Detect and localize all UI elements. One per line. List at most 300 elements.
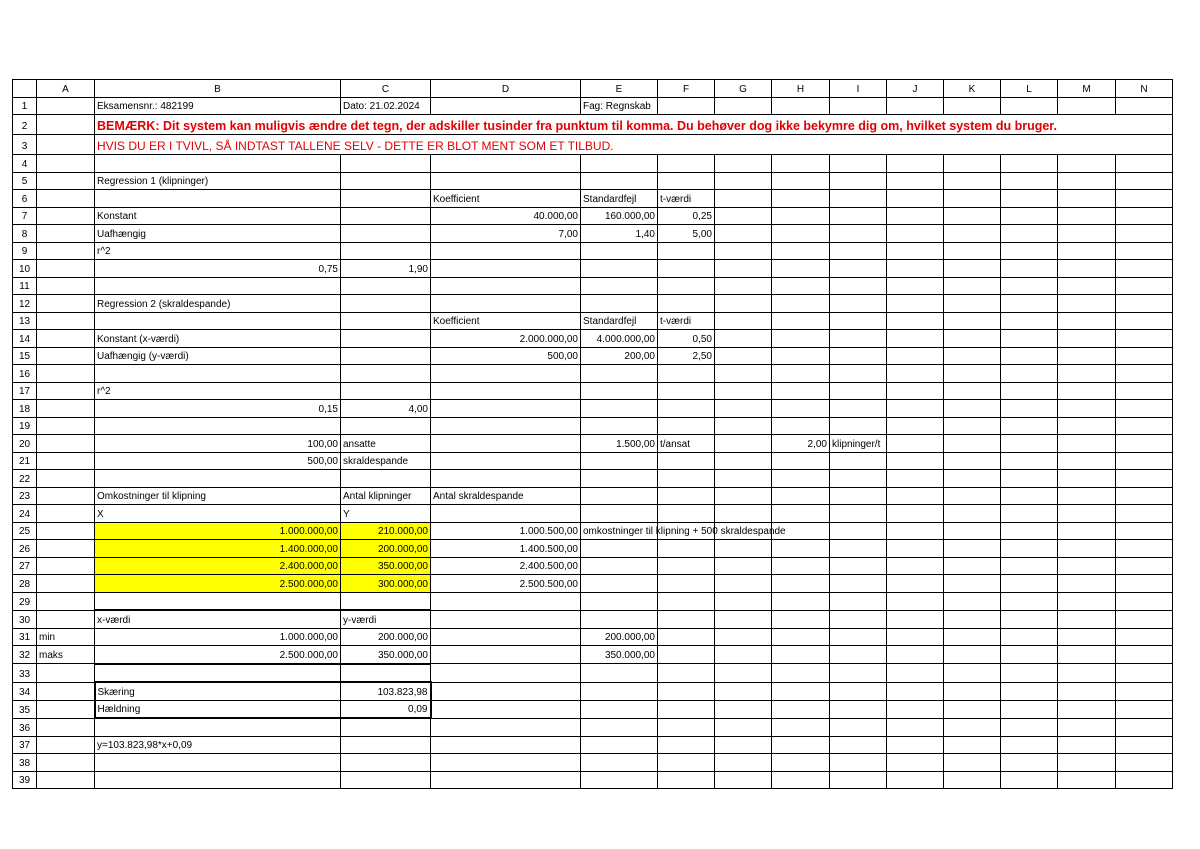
cell-d34[interactable]	[431, 682, 581, 700]
cell-i24[interactable]	[830, 505, 887, 523]
cell-l30[interactable]	[1001, 610, 1058, 628]
cell-l11[interactable]	[1001, 277, 1058, 295]
cell-m16[interactable]	[1058, 365, 1116, 383]
row-header-9[interactable]: 9	[13, 242, 37, 260]
cell-b21[interactable]: 500,00	[95, 452, 341, 470]
cell-a19[interactable]	[37, 417, 95, 435]
column-header-b[interactable]: B	[95, 80, 341, 98]
cell-c13[interactable]	[341, 312, 431, 330]
cell-e8[interactable]: 1,40	[581, 225, 658, 243]
cell-k35[interactable]	[944, 700, 1001, 718]
cell-m11[interactable]	[1058, 277, 1116, 295]
cell-g34[interactable]	[715, 682, 772, 700]
cell-g18[interactable]	[715, 400, 772, 418]
cell-d19[interactable]	[431, 417, 581, 435]
row-header-3[interactable]: 3	[13, 135, 37, 155]
row-header-4[interactable]: 4	[13, 155, 37, 173]
cell-b32[interactable]: 2.500.000,00	[95, 646, 341, 664]
cell-k34[interactable]	[944, 682, 1001, 700]
row-header-21[interactable]: 21	[13, 452, 37, 470]
cell-a10[interactable]	[37, 260, 95, 278]
cell-g20[interactable]	[715, 435, 772, 453]
cell-e26[interactable]	[581, 540, 658, 558]
cell-j7[interactable]	[887, 207, 944, 225]
cell-i16[interactable]	[830, 365, 887, 383]
cell-m19[interactable]	[1058, 417, 1116, 435]
cell-n23[interactable]	[1116, 487, 1173, 505]
cell-c11[interactable]	[341, 277, 431, 295]
cell-b13[interactable]	[95, 312, 341, 330]
cell-c38[interactable]	[341, 754, 431, 772]
cell-d10[interactable]	[431, 260, 581, 278]
cell-f10[interactable]	[658, 260, 715, 278]
row-header-7[interactable]: 7	[13, 207, 37, 225]
cell-e15[interactable]: 200,00	[581, 347, 658, 365]
cell-d17[interactable]	[431, 382, 581, 400]
cell-a2[interactable]	[37, 115, 95, 135]
cell-b10[interactable]: 0,75	[95, 260, 341, 278]
cell-m33[interactable]	[1058, 664, 1116, 683]
cell-n33[interactable]	[1116, 664, 1173, 683]
cell-b4[interactable]	[95, 155, 341, 173]
cell-a8[interactable]	[37, 225, 95, 243]
cell-j25[interactable]	[887, 522, 944, 540]
cell-a35[interactable]	[37, 700, 95, 718]
cell-f17[interactable]	[658, 382, 715, 400]
cell-n4[interactable]	[1116, 155, 1173, 173]
cell-f34[interactable]	[658, 682, 715, 700]
cell-m7[interactable]	[1058, 207, 1116, 225]
cell-m21[interactable]	[1058, 452, 1116, 470]
row-header-18[interactable]: 18	[13, 400, 37, 418]
row-header-24[interactable]: 24	[13, 505, 37, 523]
cell-g35[interactable]	[715, 700, 772, 718]
cell-d28[interactable]: 2.500.500,00	[431, 575, 581, 593]
cell-k14[interactable]	[944, 330, 1001, 348]
cell-d23[interactable]: Antal skraldespande	[431, 487, 581, 505]
cell-f32[interactable]	[658, 646, 715, 664]
cell-k20[interactable]	[944, 435, 1001, 453]
row-header-19[interactable]: 19	[13, 417, 37, 435]
cell-e22[interactable]	[581, 470, 658, 488]
column-header-d[interactable]: D	[431, 80, 581, 98]
cell-g36[interactable]	[715, 718, 772, 736]
cell-k8[interactable]	[944, 225, 1001, 243]
cell-d5[interactable]	[431, 172, 581, 190]
cell-f7[interactable]: 0,25	[658, 207, 715, 225]
cell-n13[interactable]	[1116, 312, 1173, 330]
cell-a6[interactable]	[37, 190, 95, 208]
cell-b34[interactable]: Skæring	[95, 682, 341, 700]
cell-i18[interactable]	[830, 400, 887, 418]
cell-h38[interactable]	[772, 754, 830, 772]
cell-n16[interactable]	[1116, 365, 1173, 383]
row-header-31[interactable]: 31	[13, 628, 37, 646]
row-header-32[interactable]: 32	[13, 646, 37, 664]
cell-k19[interactable]	[944, 417, 1001, 435]
cell-c12[interactable]	[341, 295, 431, 313]
cell-b16[interactable]	[95, 365, 341, 383]
column-header-k[interactable]: K	[944, 80, 1001, 98]
cell-l13[interactable]	[1001, 312, 1058, 330]
cell-j22[interactable]	[887, 470, 944, 488]
cell-a4[interactable]	[37, 155, 95, 173]
cell-f28[interactable]	[658, 575, 715, 593]
cell-l15[interactable]	[1001, 347, 1058, 365]
cell-d4[interactable]	[431, 155, 581, 173]
cell-m15[interactable]	[1058, 347, 1116, 365]
cell-h24[interactable]	[772, 505, 830, 523]
cell-m4[interactable]	[1058, 155, 1116, 173]
cell-j6[interactable]	[887, 190, 944, 208]
cell-a27[interactable]	[37, 557, 95, 575]
cell-k9[interactable]	[944, 242, 1001, 260]
row-header-6[interactable]: 6	[13, 190, 37, 208]
cell-n36[interactable]	[1116, 718, 1173, 736]
cell-m17[interactable]	[1058, 382, 1116, 400]
cell-k22[interactable]	[944, 470, 1001, 488]
cell-m10[interactable]	[1058, 260, 1116, 278]
cell-m25[interactable]	[1058, 522, 1116, 540]
cell-h4[interactable]	[772, 155, 830, 173]
cell-d25[interactable]: 1.000.500,00	[431, 522, 581, 540]
cell-b1[interactable]: Eksamensnr.: 482199	[95, 97, 341, 115]
cell-b31[interactable]: 1.000.000,00	[95, 628, 341, 646]
cell-j37[interactable]	[887, 736, 944, 754]
cell-e14[interactable]: 4.000.000,00	[581, 330, 658, 348]
row-header-20[interactable]: 20	[13, 435, 37, 453]
cell-e39[interactable]	[581, 771, 658, 789]
cell-a13[interactable]	[37, 312, 95, 330]
cell-n39[interactable]	[1116, 771, 1173, 789]
row-header-16[interactable]: 16	[13, 365, 37, 383]
cell-k29[interactable]	[944, 592, 1001, 610]
cell-l6[interactable]	[1001, 190, 1058, 208]
cell-k4[interactable]	[944, 155, 1001, 173]
cell-h32[interactable]	[772, 646, 830, 664]
cell-m13[interactable]	[1058, 312, 1116, 330]
cell-j29[interactable]	[887, 592, 944, 610]
cell-i9[interactable]	[830, 242, 887, 260]
cell-g31[interactable]	[715, 628, 772, 646]
cell-l14[interactable]	[1001, 330, 1058, 348]
cell-h34[interactable]	[772, 682, 830, 700]
cell-b30[interactable]: x-værdi	[95, 610, 341, 628]
cell-a33[interactable]	[37, 664, 95, 683]
row-header-2[interactable]: 2	[13, 115, 37, 135]
cell-h39[interactable]	[772, 771, 830, 789]
cell-l17[interactable]	[1001, 382, 1058, 400]
cell-b36[interactable]	[95, 718, 341, 736]
cell-i37[interactable]	[830, 736, 887, 754]
cell-k7[interactable]	[944, 207, 1001, 225]
cell-m20[interactable]	[1058, 435, 1116, 453]
cell-f37[interactable]	[658, 736, 715, 754]
cell-f5[interactable]	[658, 172, 715, 190]
cell-e12[interactable]	[581, 295, 658, 313]
cell-c20[interactable]: ansatte	[341, 435, 431, 453]
cell-e23[interactable]	[581, 487, 658, 505]
cell-m31[interactable]	[1058, 628, 1116, 646]
cell-m9[interactable]	[1058, 242, 1116, 260]
cell-j10[interactable]	[887, 260, 944, 278]
cell-c19[interactable]	[341, 417, 431, 435]
cell-i29[interactable]	[830, 592, 887, 610]
cell-j32[interactable]	[887, 646, 944, 664]
cell-g33[interactable]	[715, 664, 772, 683]
cell-m32[interactable]	[1058, 646, 1116, 664]
cell-c30[interactable]: y-værdi	[341, 610, 431, 628]
cell-h36[interactable]	[772, 718, 830, 736]
cell-b33[interactable]	[95, 664, 341, 683]
cell-g38[interactable]	[715, 754, 772, 772]
cell-f16[interactable]	[658, 365, 715, 383]
cell-h31[interactable]	[772, 628, 830, 646]
cell-b7[interactable]: Konstant	[95, 207, 341, 225]
cell-g23[interactable]	[715, 487, 772, 505]
cell-g6[interactable]	[715, 190, 772, 208]
row-header-13[interactable]: 13	[13, 312, 37, 330]
cell-n12[interactable]	[1116, 295, 1173, 313]
cell-i38[interactable]	[830, 754, 887, 772]
row-header-26[interactable]: 26	[13, 540, 37, 558]
cell-g1[interactable]	[715, 97, 772, 115]
cell-c7[interactable]	[341, 207, 431, 225]
cell-g28[interactable]	[715, 575, 772, 593]
cell-a26[interactable]	[37, 540, 95, 558]
cell-a11[interactable]	[37, 277, 95, 295]
cell-f21[interactable]	[658, 452, 715, 470]
cell-g29[interactable]	[715, 592, 772, 610]
cell-h9[interactable]	[772, 242, 830, 260]
cell-c39[interactable]	[341, 771, 431, 789]
cell-j13[interactable]	[887, 312, 944, 330]
row-header-34[interactable]: 34	[13, 682, 37, 700]
cell-d20[interactable]	[431, 435, 581, 453]
cell-j26[interactable]	[887, 540, 944, 558]
cell-i27[interactable]	[830, 557, 887, 575]
cell-m23[interactable]	[1058, 487, 1116, 505]
cell-d33[interactable]	[431, 664, 581, 683]
cell-a14[interactable]	[37, 330, 95, 348]
cell-m12[interactable]	[1058, 295, 1116, 313]
cell-i26[interactable]	[830, 540, 887, 558]
cell-l10[interactable]	[1001, 260, 1058, 278]
cell-b2[interactable]: BEMÆRK: Dit system kan muligvis ændre det tegn, der adskiller tusinder fra punktum til komma. Du behøver dog ikke bekymre dig om, hvilket system du bruger.	[95, 115, 1173, 135]
cell-c24[interactable]: Y	[341, 505, 431, 523]
cell-j23[interactable]	[887, 487, 944, 505]
cell-l21[interactable]	[1001, 452, 1058, 470]
cell-i5[interactable]	[830, 172, 887, 190]
row-header-36[interactable]: 36	[13, 718, 37, 736]
cell-j24[interactable]	[887, 505, 944, 523]
cell-a16[interactable]	[37, 365, 95, 383]
cell-d18[interactable]	[431, 400, 581, 418]
cell-h21[interactable]	[772, 452, 830, 470]
cell-n31[interactable]	[1116, 628, 1173, 646]
cell-h7[interactable]	[772, 207, 830, 225]
cell-n22[interactable]	[1116, 470, 1173, 488]
cell-b29[interactable]	[95, 592, 341, 610]
cell-f23[interactable]	[658, 487, 715, 505]
column-header-f[interactable]: F	[658, 80, 715, 98]
column-header-i[interactable]: I	[830, 80, 887, 98]
cell-g4[interactable]	[715, 155, 772, 173]
cell-l25[interactable]	[1001, 522, 1058, 540]
cell-j8[interactable]	[887, 225, 944, 243]
cell-k37[interactable]	[944, 736, 1001, 754]
cell-m36[interactable]	[1058, 718, 1116, 736]
cell-g22[interactable]	[715, 470, 772, 488]
cell-h30[interactable]	[772, 610, 830, 628]
cell-b15[interactable]: Uafhængig (y-værdi)	[95, 347, 341, 365]
cell-h33[interactable]	[772, 664, 830, 683]
cell-i11[interactable]	[830, 277, 887, 295]
cell-i25[interactable]	[830, 522, 887, 540]
cell-l8[interactable]	[1001, 225, 1058, 243]
cell-d13[interactable]: Koefficient	[431, 312, 581, 330]
cell-l24[interactable]	[1001, 505, 1058, 523]
cell-b19[interactable]	[95, 417, 341, 435]
cell-g27[interactable]	[715, 557, 772, 575]
cell-g17[interactable]	[715, 382, 772, 400]
cell-e24[interactable]	[581, 505, 658, 523]
cell-e27[interactable]	[581, 557, 658, 575]
cell-c34[interactable]: 103.823,98	[341, 682, 431, 700]
cell-j20[interactable]	[887, 435, 944, 453]
cell-e31[interactable]: 200.000,00	[581, 628, 658, 646]
cell-a20[interactable]	[37, 435, 95, 453]
cell-j16[interactable]	[887, 365, 944, 383]
cell-a3[interactable]	[37, 135, 95, 155]
cell-c23[interactable]: Antal klipninger	[341, 487, 431, 505]
cell-h14[interactable]	[772, 330, 830, 348]
cell-b8[interactable]: Uafhængig	[95, 225, 341, 243]
cell-h35[interactable]	[772, 700, 830, 718]
cell-c14[interactable]	[341, 330, 431, 348]
cell-g10[interactable]	[715, 260, 772, 278]
cell-l5[interactable]	[1001, 172, 1058, 190]
cell-i28[interactable]	[830, 575, 887, 593]
cell-n25[interactable]	[1116, 522, 1173, 540]
cell-a25[interactable]	[37, 522, 95, 540]
column-header-c[interactable]: C	[341, 80, 431, 98]
cell-b17[interactable]: r^2	[95, 382, 341, 400]
cell-k26[interactable]	[944, 540, 1001, 558]
cell-d30[interactable]	[431, 610, 581, 628]
cell-n6[interactable]	[1116, 190, 1173, 208]
cell-l27[interactable]	[1001, 557, 1058, 575]
cell-n14[interactable]	[1116, 330, 1173, 348]
cell-n35[interactable]	[1116, 700, 1173, 718]
cell-e10[interactable]	[581, 260, 658, 278]
cell-c31[interactable]: 200.000,00	[341, 628, 431, 646]
cell-h28[interactable]	[772, 575, 830, 593]
cell-d36[interactable]	[431, 718, 581, 736]
cell-c33[interactable]	[341, 664, 431, 683]
cell-l23[interactable]	[1001, 487, 1058, 505]
cell-j31[interactable]	[887, 628, 944, 646]
cell-e32[interactable]: 350.000,00	[581, 646, 658, 664]
row-header-38[interactable]: 38	[13, 754, 37, 772]
cell-j1[interactable]	[887, 97, 944, 115]
cell-d21[interactable]	[431, 452, 581, 470]
cell-j34[interactable]	[887, 682, 944, 700]
cell-i12[interactable]	[830, 295, 887, 313]
cell-g9[interactable]	[715, 242, 772, 260]
cell-a36[interactable]	[37, 718, 95, 736]
cell-i20[interactable]: klipninger/t	[830, 435, 887, 453]
cell-n29[interactable]	[1116, 592, 1173, 610]
cell-j11[interactable]	[887, 277, 944, 295]
cell-l33[interactable]	[1001, 664, 1058, 683]
cell-n26[interactable]	[1116, 540, 1173, 558]
cell-n21[interactable]	[1116, 452, 1173, 470]
cell-j30[interactable]	[887, 610, 944, 628]
cell-l4[interactable]	[1001, 155, 1058, 173]
cell-n15[interactable]	[1116, 347, 1173, 365]
cell-a34[interactable]	[37, 682, 95, 700]
cell-c5[interactable]	[341, 172, 431, 190]
cell-a29[interactable]	[37, 592, 95, 610]
cell-h26[interactable]	[772, 540, 830, 558]
cell-e36[interactable]	[581, 718, 658, 736]
cell-k33[interactable]	[944, 664, 1001, 683]
cell-e5[interactable]	[581, 172, 658, 190]
cell-l31[interactable]	[1001, 628, 1058, 646]
cell-m38[interactable]	[1058, 754, 1116, 772]
row-header-33[interactable]: 33	[13, 664, 37, 683]
cell-b3[interactable]: HVIS DU ER I TVIVL, SÅ INDTAST TALLENE SELV - DETTE ER BLOT MENT SOM ET TILBUD.	[95, 135, 1173, 155]
cell-a9[interactable]	[37, 242, 95, 260]
cell-m22[interactable]	[1058, 470, 1116, 488]
cell-m5[interactable]	[1058, 172, 1116, 190]
cell-i39[interactable]	[830, 771, 887, 789]
cell-l22[interactable]	[1001, 470, 1058, 488]
cell-j27[interactable]	[887, 557, 944, 575]
cell-k27[interactable]	[944, 557, 1001, 575]
cell-b11[interactable]	[95, 277, 341, 295]
cell-g21[interactable]	[715, 452, 772, 470]
cell-c21[interactable]: skraldespande	[341, 452, 431, 470]
cell-k17[interactable]	[944, 382, 1001, 400]
cell-k21[interactable]	[944, 452, 1001, 470]
cell-k38[interactable]	[944, 754, 1001, 772]
cell-d35[interactable]	[431, 700, 581, 718]
cell-d37[interactable]	[431, 736, 581, 754]
cell-d27[interactable]: 2.400.500,00	[431, 557, 581, 575]
cell-l35[interactable]	[1001, 700, 1058, 718]
cell-c28[interactable]: 300.000,00	[341, 575, 431, 593]
cell-g30[interactable]	[715, 610, 772, 628]
cell-d11[interactable]	[431, 277, 581, 295]
row-header-35[interactable]: 35	[13, 700, 37, 718]
cell-d29[interactable]	[431, 592, 581, 610]
cell-b9[interactable]: r^2	[95, 242, 341, 260]
cell-g39[interactable]	[715, 771, 772, 789]
cell-m30[interactable]	[1058, 610, 1116, 628]
cell-g5[interactable]	[715, 172, 772, 190]
cell-f13[interactable]: t-værdi	[658, 312, 715, 330]
cell-m35[interactable]	[1058, 700, 1116, 718]
cell-m26[interactable]	[1058, 540, 1116, 558]
cell-h10[interactable]	[772, 260, 830, 278]
cell-j14[interactable]	[887, 330, 944, 348]
cell-i21[interactable]	[830, 452, 887, 470]
cell-h23[interactable]	[772, 487, 830, 505]
cell-m34[interactable]	[1058, 682, 1116, 700]
row-header-39[interactable]: 39	[13, 771, 37, 789]
